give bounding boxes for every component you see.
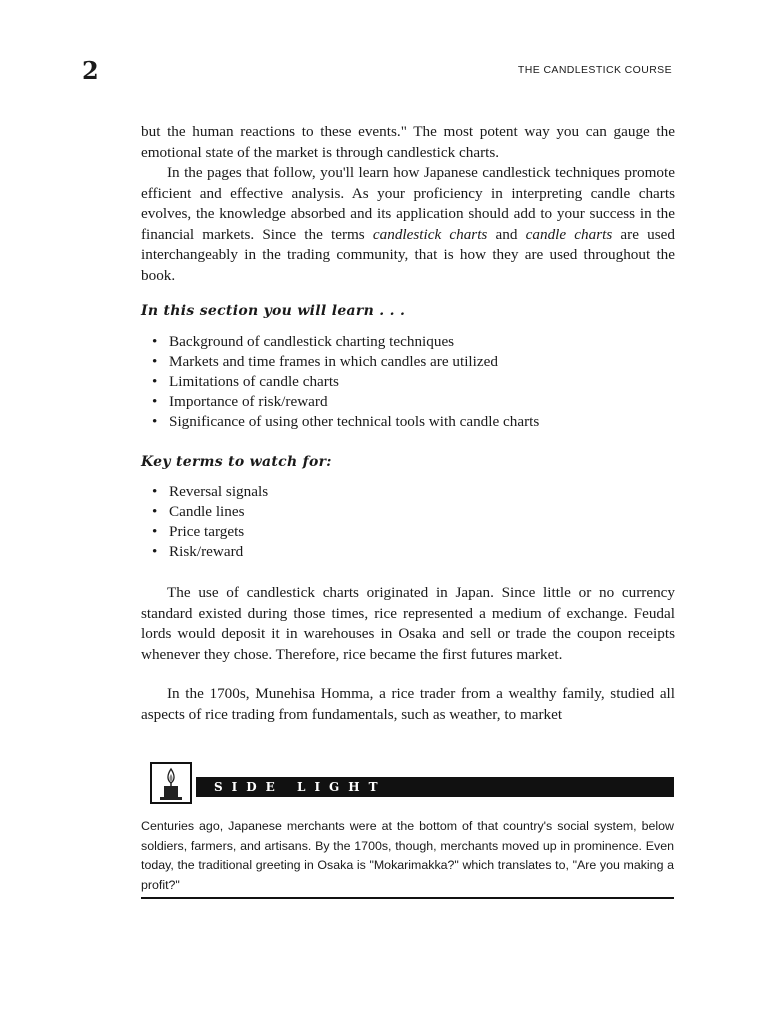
- list-item-text: Importance of risk/reward: [169, 393, 328, 410]
- candle-icon: [152, 764, 190, 802]
- intro-paragraph-2-part-a: In the pages that follow, you'll learn how Japanese candlestick techniques promote efficient and effective analysis. As your proficiency in interpreting candle charts evolves, the knowledge absorbed and its application should add to your success in the financial markets. Since the terms: [141, 164, 675, 243]
- bullet-icon: •: [152, 413, 158, 430]
- intro-paragraph-2: [141, 163, 675, 286]
- list-item-text: Limitations of candle charts: [169, 373, 339, 390]
- list-item-text: Markets and time frames in which candles are utilized: [169, 353, 498, 370]
- list-item: [141, 352, 539, 372]
- key-terms-list: [141, 482, 268, 562]
- sidelight-bottom-rule: [141, 897, 674, 899]
- list-item-text: Price targets: [169, 523, 245, 540]
- list-item-text: Significance of using other technical tools with candle charts: [169, 413, 540, 430]
- key-terms-heading: Key terms to watch for:: [141, 454, 332, 470]
- list-item: [141, 332, 539, 352]
- sidelight-text: Centuries ago, Japanese merchants were at the bottom of that country's social system, below soldiers, farmers, and artisans. By the 1700s, though, merchants moved up in prominence. Even today, the traditional greeting in Osaka is "Mokarimakka?" which translates to, "Are you making a profit?": [141, 819, 674, 892]
- list-item-text: Risk/reward: [169, 543, 244, 560]
- bullet-icon: •: [152, 483, 158, 500]
- term-candle-charts: candle charts: [525, 225, 613, 243]
- list-item: [141, 502, 268, 522]
- sidelight-icon-box: [150, 762, 192, 804]
- list-item-text: Reversal signals: [169, 483, 269, 500]
- history-paragraph-2: In the 1700s, Munehisa Homma, a rice trader from a wealthy family, studied all aspects of rice trading from fundamentals, such as weather, to market: [141, 685, 675, 723]
- bullet-icon: •: [152, 543, 158, 560]
- list-item: [141, 522, 268, 542]
- term-candlestick-charts: candlestick charts: [372, 225, 488, 243]
- intro-paragraph-1: but the human reactions to these events." The most potent way you can gauge the emotional state of the market is through candlestick charts.: [141, 123, 675, 161]
- list-item: [141, 412, 539, 432]
- list-item: [141, 372, 539, 392]
- bullet-icon: •: [152, 333, 158, 350]
- list-item: [141, 482, 268, 502]
- list-item-text: Candle lines: [169, 503, 245, 520]
- bullet-icon: •: [152, 503, 158, 520]
- bullet-icon: •: [152, 373, 158, 390]
- bullet-icon: •: [152, 523, 158, 540]
- intro-paragraph-2-part-c: are used interchangeably in the trading community, that is how they are used throughout the book.: [141, 225, 675, 284]
- list-item: [141, 542, 268, 562]
- learn-section-heading: In this section you will learn . . .: [141, 303, 406, 319]
- running-head: THE CANDLESTICK COURSE: [517, 64, 672, 76]
- list-item: [141, 392, 539, 412]
- history-paragraph-1: The use of candlestick charts originated in Japan. Since little or no currency standard existed during those times, rice represented a medium of exchange. Feudal lords would deposit it in warehouses in Osaka and sell or trade the coupon receipts whenever they chose. Therefore, rice became the first futures market.: [141, 584, 675, 663]
- learn-list: [141, 332, 539, 432]
- intro-paragraph-2-part-b: and: [487, 225, 526, 243]
- bullet-icon: •: [152, 393, 158, 410]
- bullet-icon: •: [152, 353, 158, 370]
- list-item-text: Background of candlestick charting techniques: [169, 333, 455, 350]
- sidelight-title: SIDE LIGHT: [214, 780, 387, 794]
- page-number: 2: [82, 56, 99, 85]
